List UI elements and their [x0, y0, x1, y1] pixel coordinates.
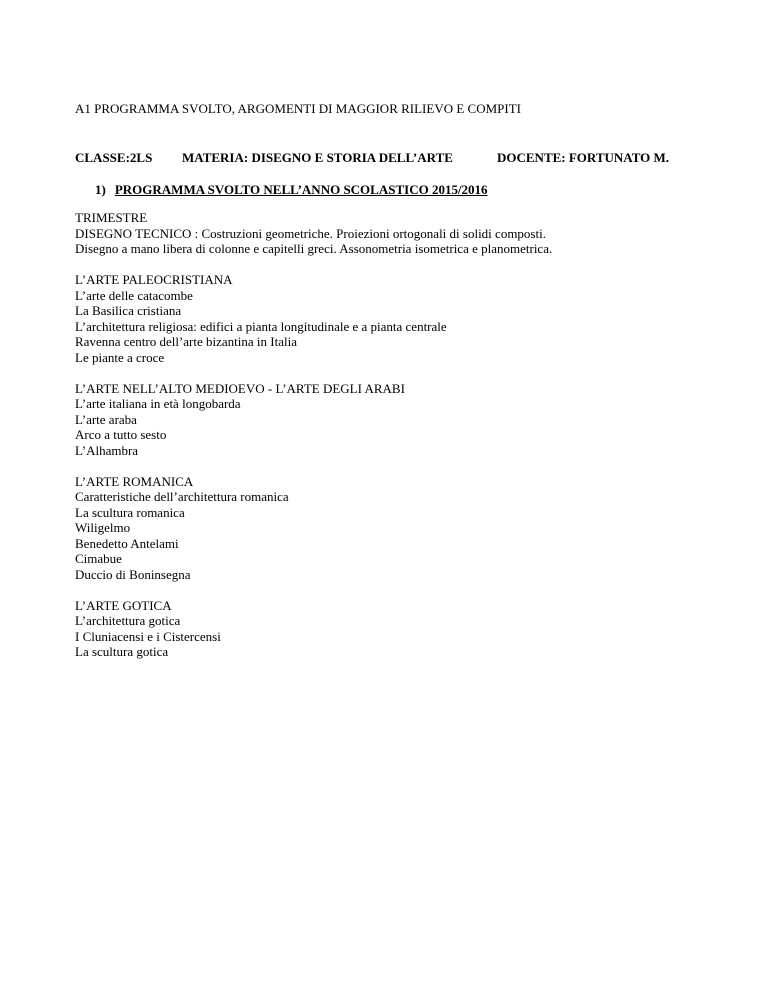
block-line: L’architettura gotica	[75, 613, 181, 628]
block-line: L’Alhambra	[75, 442, 139, 458]
block-line: Wiligelmo	[75, 520, 131, 535]
program-block-alto-medioevo	[75, 381, 735, 459]
program-block-paleocristiana	[75, 272, 735, 365]
block-line: L’arte italiana in età longobarda	[75, 396, 241, 411]
block-heading: L’ARTE NELL’ALTO MEDIOEVO - L’ARTE DEGLI ARABI	[75, 380, 405, 396]
document-title: A1 PROGRAMMA SVOLTO, ARGOMENTI DI MAGGIOR RILIEVO E COMPITI	[75, 101, 521, 116]
block-line: La scultura romanica	[75, 504, 185, 520]
program-block-gotica	[75, 598, 735, 660]
block-line: I Cluniacensi e i Cistercensi	[75, 628, 221, 644]
section-title: PROGRAMMA SVOLTO NELL’ANNO SCOLASTICO 2015/2016	[114, 182, 488, 197]
block-heading: TRIMESTRE	[75, 210, 148, 225]
block-line: La scultura gotica	[75, 644, 169, 659]
program-content	[75, 210, 735, 675]
section-number: 1)	[95, 182, 106, 197]
block-line: Duccio di Boninsegna	[75, 566, 191, 582]
block-line: DISEGNO TECNICO : Costruzioni geometriche. Proiezioni ortogonali di solidi composti.	[75, 225, 546, 241]
block-line: Le piante a croce	[75, 349, 165, 365]
block-line: Arco a tutto sesto	[75, 427, 167, 442]
block-line: La Basilica cristiana	[75, 303, 182, 318]
program-block-trimestre	[75, 210, 735, 257]
program-block-romanica	[75, 474, 735, 583]
block-line: Caratteristiche dell’architettura romanica	[75, 489, 289, 504]
block-line: L’arte araba	[75, 411, 137, 427]
block-line: Benedetto Antelami	[75, 535, 179, 551]
block-heading: L’ARTE PALEOCRISTIANA	[75, 272, 233, 287]
block-line: Ravenna centro dell’arte bizantina in Italia	[75, 334, 297, 349]
block-heading: L’ARTE GOTICA	[75, 597, 172, 613]
class-label: CLASSE:2LS	[75, 150, 153, 165]
block-heading: L’ARTE ROMANICA	[75, 473, 194, 489]
teacher-label: DOCENTE: FORTUNATO M.	[497, 150, 670, 165]
block-line: L’arte delle catacombe	[75, 287, 193, 303]
block-line: Disegno a mano libera di colonne e capitelli greci. Assonometria isometrica e planometrica.	[75, 241, 553, 256]
block-line: Cimabue	[75, 551, 122, 566]
section-heading	[95, 182, 488, 198]
subject-label: MATERIA: DISEGNO E STORIA DELL’ARTE	[182, 150, 453, 165]
block-line: L’architettura religiosa: edifici a pianta longitudinale e a pianta centrale	[75, 318, 447, 334]
